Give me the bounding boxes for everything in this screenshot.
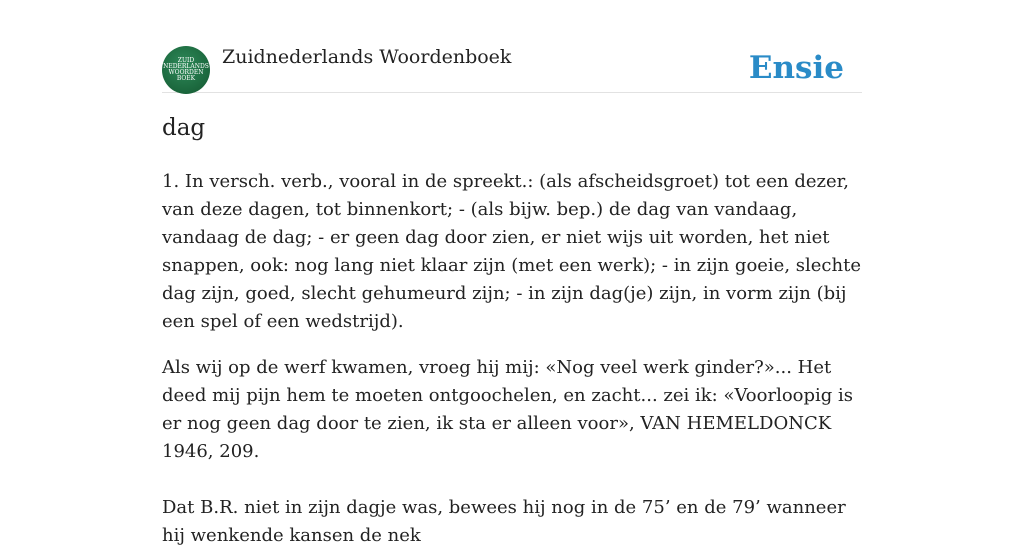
ensie-brand-link[interactable]: Ensie (748, 50, 844, 86)
definition-text: 1. In versch. verb., vooral in de spreekt.: (als afscheidsgroet) tot een dezer, van deze dagen, tot binnenkort; - (als bijw. bep.) de dag van vandaag, vandaag de dag; - er geen dag door zien, er niet wijs uit worden, het niet snappen, ook: nog lang niet klaar zijn (met een werk); - in zijn goeie, slechte dag zijn, goed, slecht gehumeurd zijn; - in zijn dag(je) zijn, in vorm zijn (bij een spel of een wedstrijd). (162, 171, 861, 332)
logo-line: ZUID (177, 57, 195, 64)
logo-line: WOORDEN (168, 69, 204, 76)
dictionary-logo[interactable] (162, 46, 210, 94)
example-text: Dat B.R. niet in zijn dagje was, bewees hij nog in de 75’ en de 79’ wanneer hij wenkende kansen de nek (162, 497, 846, 546)
dictionary-name-link[interactable]: Zuidnederlands Woordenboek (222, 46, 512, 68)
header (162, 44, 862, 93)
logo-line: NEDERLANDS (163, 63, 209, 70)
entry-content (162, 168, 862, 550)
logo-line: BOEK (176, 75, 196, 82)
headword: dag (162, 115, 206, 141)
quote-text: Als wij op de werf kwamen, vroeg hij mij: «Nog veel werk ginder?»... Het deed mij pijn hem te moeten ontgoochelen, en zacht... zei ik: «Voorloopig is er nog geen dag door te zien, ik sta er alleen voor», VAN HEMELDONCK 1946, 209. (162, 357, 854, 462)
